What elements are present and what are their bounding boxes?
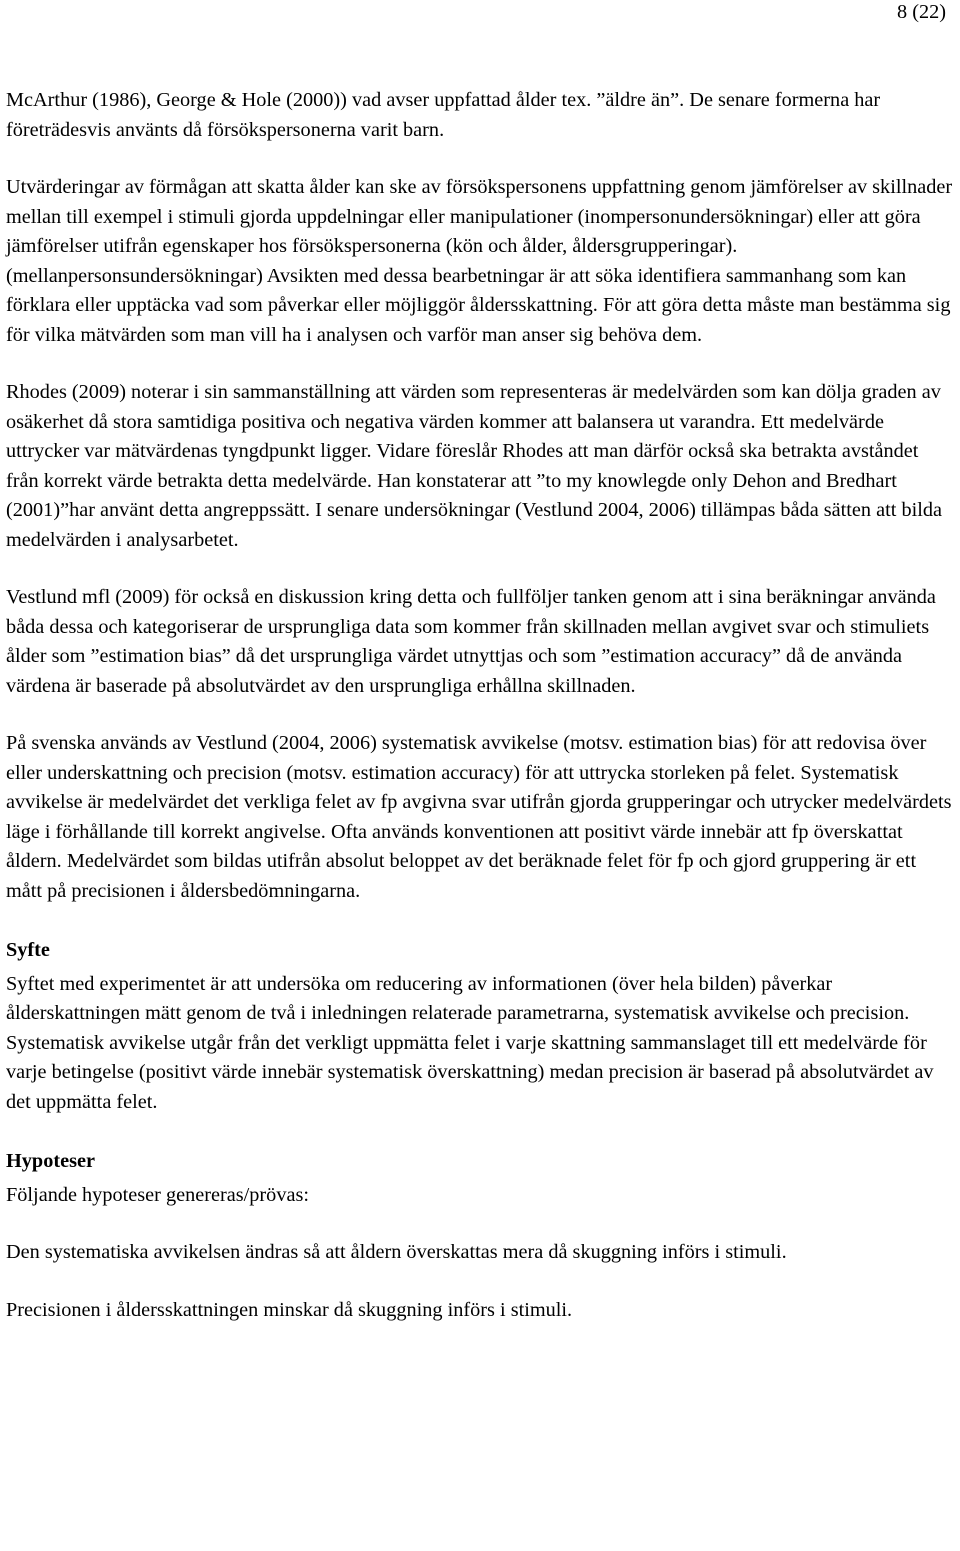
section-heading-hypoteser: Hypoteser	[6, 1150, 95, 1172]
hypothesis-1: Den systematiska avvikelsen ändras så att åldern överskattas mera då skuggning införs i stimuli.	[6, 1241, 787, 1263]
paragraph-rhodes: Rhodes (2009) noterar i sin sammanställning att värden som representeras är medelvärden som kan dölja graden av osäkerhet då stora samtidiga positiva och negativa värden kommer att balansera ut varandra. Ett medelvärde uttrycker var mätvärdenas tyngdpunkt ligger. Vidare föreslår Rhodes att man därför också ska betrakta avståndet från korrekt värde betrakta detta medelvärde. Han konstaterar att ”to my knowlegde only Dehon and Bredhart (2001)”har använt detta angreppssätt. I senare undersökningar (Vestlund 2004, 2006) tillämpas båda sätten att bilda medelvärden i analysarbetet.	[6, 381, 943, 551]
paragraph-hypoteser-intro: Följande hypoteser genereras/prövas:	[6, 1183, 309, 1206]
section-heading-syfte: Syfte	[6, 939, 50, 961]
paragraph-vestlund: Vestlund mfl (2009) för också en diskussion kring detta och fullföljer tanken genom att i sina beräkningar använda båda dessa och kategoriserar de ursprungliga data som kommer från skillnaden mellan avgivet svar och stimuliets ålder som ”estimation bias” då det ursprungliga värdet utnyttjas och som ”estimation accuracy” då de använda värdena är baserade på absolutvärdet av den ursprungliga erhållna skillnaden.	[6, 586, 936, 697]
page-number: 8 (22)	[897, 1, 946, 23]
hypothesis-2: Precisionen i åldersskattningen minskar då skuggning införs i stimuli.	[6, 1298, 573, 1321]
paragraph-syfte: Syftet med experimentet är att undersöka om reducering av informationen (över hela bilden) påverkar ålderskattningen mätt genom de två i inledningen relaterade parametrarna, systematisk avvikelse och precision. Systematisk avvikelse utgår från det verkligt uppmätta felet i varje skattning sammanslaget till ett medelvärde för varje betingelse (positivt värde innebär systematisk överskattning) medan precision är baserad på absolutvärdet av det uppmätta felet.	[6, 972, 934, 1113]
paragraph-swedish-terms: På svenska används av Vestlund (2004, 2006) systematisk avvikelse (motsv. estimation bias) för att redovisa över eller underskattning och precision (motsv. estimation accuracy) för att uttrycka storleken på felet. Systematisk avvikelse är medelvärdet det verkliga felet av fp avgivna svar utifrån gjorda grupperingar och utrycker medelvärdets läge i förhållande till korrekt angivelse. Ofta används konventionen att positivt värde innebär att fp överskattat åldern. Medelvärdet som bildas utifrån absolut beloppet av det beräknade felet för fp och gjord gruppering är ett mått på precisionen i åldersbedömningarna.	[6, 732, 952, 902]
paragraph-intro-continuation: McArthur (1986), George & Hole (2000)) vad avser uppfattad ålder tex. ”äldre än”. De senare formerna har företrädesvis använts då försökspersonerna varit barn.	[6, 89, 881, 141]
paragraph-evaluation: Utvärderingar av förmågan att skatta ålder kan ske av försökspersonens uppfattning genom jämförelser av skillnader mellan till exempel i stimuli gjorda uppdelningar eller manipulationer (inompersonundersökningar) eller att göra jämförelser utifrån egenskaper hos försökspersonerna (kön och ålder, åldersgrupperingar).(mellanpersonsundersökningar) Avsikten med dessa bearbetningar är att söka identifiera sammanhang som kan förklara eller upptäcka vad som påverkar eller möjliggör åldersskattning. För att göra detta måste man bestämma sig för vilka mätvärden som man vill ha i analysen och varför man anser sig behöva dem.	[6, 176, 953, 346]
document-body	[6, 86, 956, 1353]
